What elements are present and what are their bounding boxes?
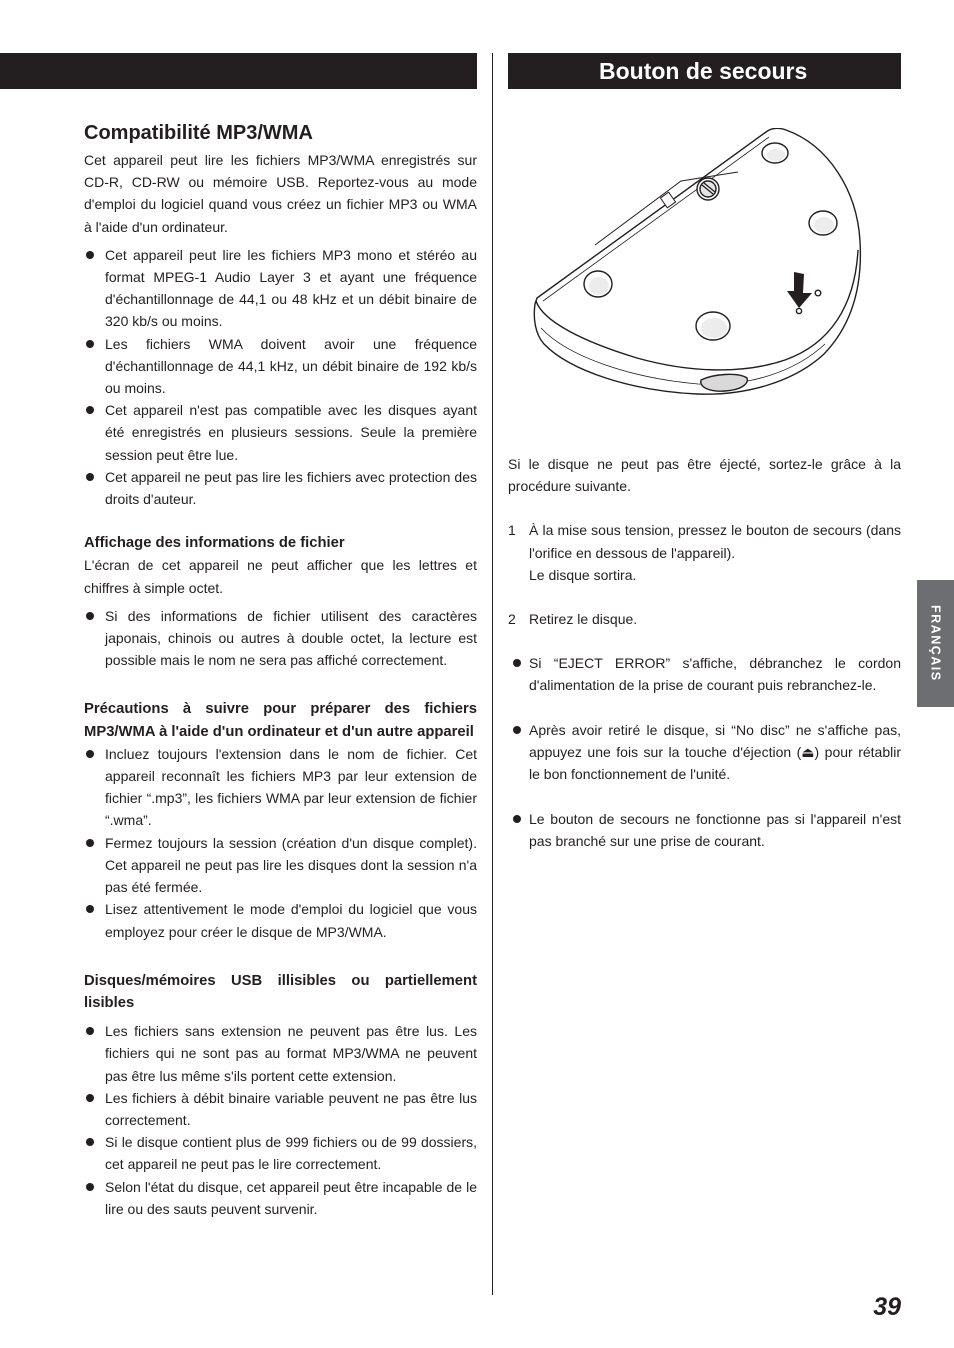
compatibility-bullet-list: [84, 244, 477, 510]
foot-shadow: [701, 318, 727, 338]
list-item: Si le disque contient plus de 999 fichiers ou de 99 dossiers, cet appareil ne peut pas le lire correctement.: [84, 1131, 477, 1175]
foot-shadow: [767, 149, 785, 161]
device-bottom-illustration: [533, 128, 863, 400]
list-item: Les fichiers sans extension ne peuvent pas être lus. Les fichiers qui ne sont pas au format MP3/WMA ne peuvent pas être lus même s'ils portent cette extension.: [84, 1020, 477, 1087]
step-text: Retirez le disque.: [529, 611, 638, 628]
list-item: Fermez toujours la session (création d'un disque complet). Cet appareil ne peut pas lire les disques dont la session n'a pas été fermée.: [84, 832, 477, 899]
section-title-emergency-button: Bouton de secours: [599, 58, 808, 84]
list-item: Cet appareil ne peut pas lire les fichiers avec protection des droits d'auteur.: [84, 466, 477, 510]
file-info-subheading: Affichage des informations de fichier: [84, 535, 345, 552]
list-item: Lisez attentivement le mode d'emploi du logiciel que vous employez pour créer le disque de MP3/WMA.: [84, 898, 477, 942]
list-item: Après avoir retiré le disque, si “No disc” ne s'affiche pas, appuyez une fois sur la touche d'éjection (⏏) pour rétablir le bon fonctionnement de l'unité.: [508, 719, 901, 786]
step-number: 1: [508, 522, 516, 539]
section-header-bar-left: [0, 53, 477, 89]
precautions-subheading: Précautions à suivre pour préparer des fichiers MP3/WMA à l'aide d'un ordinateur et d'un autre appareil: [84, 701, 477, 740]
list-item: Cet appareil peut lire les fichiers MP3 mono et stéréo au format MPEG-1 Audio Layer 3 et ayant une fréquence d'échantillonnage de 44,1 ou 48 kHz et un débit binaire de 320 kb/s ou moins.: [84, 244, 477, 333]
indicator-hole: [815, 290, 821, 296]
list-item: Incluez toujours l'extension dans le nom de fichier. Cet appareil reconnaît les fichiers MP3 par leur extension de fichier “.mp3”, les fichiers WMA par leur extension de fichier “.wma”.: [84, 743, 477, 832]
precautions-bullet-list: [84, 743, 477, 943]
emergency-notes-list: [508, 652, 901, 852]
compatibility-intro: Cet appareil peut lire les fichiers MP3/WMA enregistrés sur CD-R, CD-RW ou mémoire USB. Reportez-vous au mode d'emploi du logiciel quand vous créez un fichier MP3 ou WMA à l'aide d'un ordinateur.: [84, 152, 477, 235]
language-tab: [917, 580, 954, 707]
step-2: [508, 608, 901, 630]
emergency-intro: Si le disque ne peut pas être éjecté, sortez-le grâce à la procédure suivante.: [508, 456, 901, 495]
list-item: Les fichiers à débit binaire variable peuvent ne pas être lus correctement.: [84, 1087, 477, 1131]
screw-head: [700, 181, 716, 197]
list-item: Les fichiers WMA doivent avoir une fréquence d'échantillonnage de 44,1 kHz, un débit binaire de 192 kb/s ou moins.: [84, 333, 477, 400]
list-item: Le bouton de secours ne fonctionne pas si l'appareil n'est pas branché sur une prise de courant.: [508, 808, 901, 852]
list-item: Cet appareil n'est pas compatible avec les disques ayant été enregistrés en plusieurs sessions. Seule la première session peut être lue.: [84, 399, 477, 466]
column-divider: [492, 53, 493, 1295]
step-text: À la mise sous tension, pressez le bouton de secours (dans l'orifice en dessous de l'appareil).: [529, 522, 901, 561]
page-number: 39: [873, 1293, 901, 1321]
list-item: Si des informations de fichier utilisent des caractères japonais, chinois ou autres à double octet, la lecture est possible mais le nom ne sera pas affiché correctement.: [84, 605, 477, 672]
foot-shadow: [814, 217, 834, 233]
file-info-text: L'écran de cet appareil ne peut afficher que les lettres et chiffres à simple octet.: [84, 557, 477, 596]
step-number: 2: [508, 611, 516, 628]
unreadable-media-bullet-list: [84, 1020, 477, 1220]
list-item: Si “EJECT ERROR” s'affiche, débranchez le cordon d'alimentation de la prise de courant puis rebranchez-le.: [508, 652, 901, 696]
list-item: Selon l'état du disque, cet appareil peut être incapable de le lire ou des sauts peuvent survenir.: [84, 1176, 477, 1220]
device-body: [534, 128, 860, 394]
unreadable-media-subheading: Disques/mémoires USB illisibles ou partiellement lisibles: [84, 972, 477, 1011]
file-info-bullet-list: [84, 605, 477, 672]
foot-shadow: [589, 277, 609, 295]
step-1: [508, 519, 901, 586]
left-column: [84, 120, 477, 1220]
emergency-button-hole: [796, 308, 801, 313]
right-column: [508, 453, 901, 852]
step-result: Le disque sortira.: [529, 566, 637, 583]
mp3-wma-compatibility-title: Compatibilité MP3/WMA: [84, 122, 313, 144]
language-tab-label: FRANÇAIS: [928, 605, 943, 682]
section-header-bar-right: [508, 53, 901, 89]
